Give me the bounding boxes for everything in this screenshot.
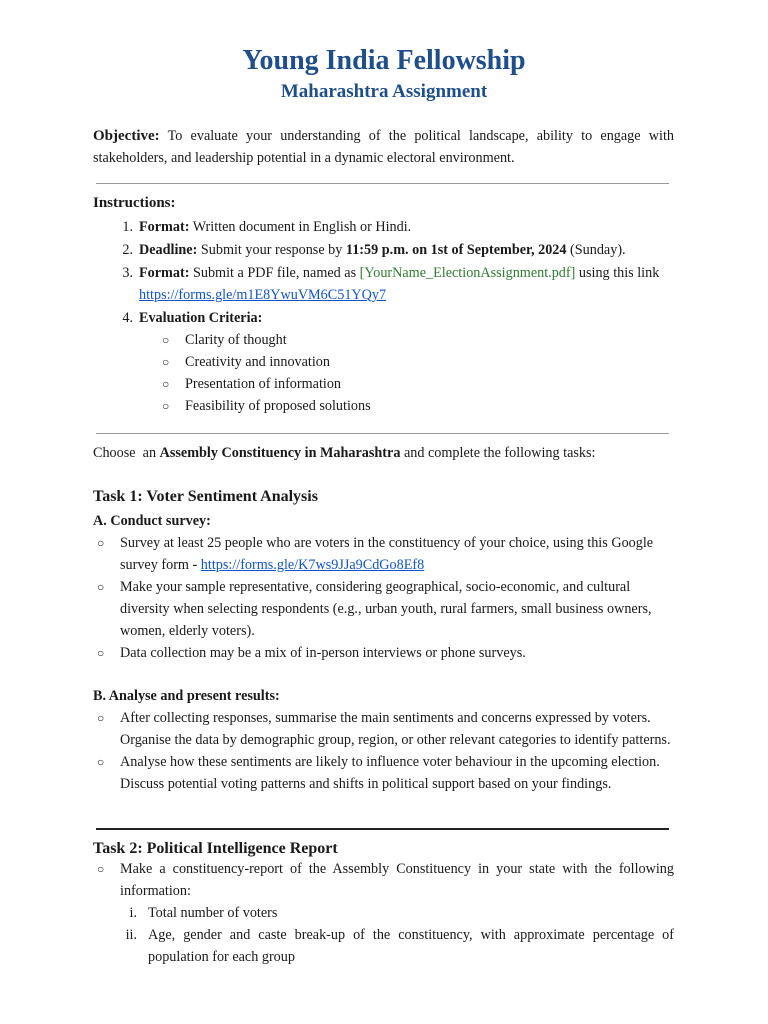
objective-text: To evaluate your understanding of the political landscape, ability to engage with stakeholders, and leadership potential in a dynamic electoral environment.	[93, 128, 674, 166]
circle-bullet-icon: ○	[162, 399, 170, 413]
list-item: i. Total number of voters	[129, 905, 278, 921]
circle-bullet-icon: ○	[97, 580, 105, 594]
circle-bullet-icon: ○	[97, 536, 105, 550]
filename-text: [YourName_ElectionAssignment.pdf]	[359, 265, 576, 281]
task1-section-b: B. Analyse and present results:	[93, 688, 280, 704]
circle-bullet-icon: ○	[97, 646, 105, 660]
list-item: ○ Survey at least 25 people who are voters in the constituency of your choice, using this Google survey form - https://forms.gle/K7ws9JJa9CdGo8Ef8	[93, 532, 674, 576]
list-item: ○ Make a constituency-report of the Assembly Constituency in your state with the following information:	[93, 858, 674, 902]
survey-form-link[interactable]: https://forms.gle/K7ws9JJa9CdGo8Ef8	[200, 557, 425, 573]
circle-bullet-icon: ○	[97, 711, 105, 725]
task2-heading: Task 2: Political Intelligence Report	[93, 840, 338, 857]
divider	[96, 828, 669, 830]
circle-bullet-icon: ○	[162, 333, 170, 347]
instructions-list	[93, 216, 674, 417]
list-item: ○ Analyse how these sentiments are likely to influence voter behaviour in the upcoming election. Discuss potential voting patterns and shifts in political support based on your findings.	[93, 751, 674, 795]
task1-a-list	[93, 532, 674, 664]
circle-bullet-icon: ○	[97, 862, 105, 876]
list-item: ii. Age, gender and caste break-up of the constituency, with approximate percentage of population for each group	[125, 927, 674, 965]
criteria-item: ○ Creativity and innovation	[93, 351, 674, 373]
submission-form-link[interactable]: https://forms.gle/m1E8YwuVM6C51YQy7	[139, 287, 387, 303]
circle-bullet-icon: ○	[162, 355, 170, 369]
list-item: ○ Data collection may be a mix of in-person interviews or phone surveys.	[93, 642, 674, 664]
list-item: 3. Format: Submit a PDF file, named as [YourName_ElectionAssignment.pdf] using this link https://forms.gle/m1E8YwuVM6C51YQy7	[122, 265, 660, 303]
document-subtitle: Maharashtra Assignment	[280, 81, 488, 102]
criteria-item: ○ Feasibility of proposed solutions	[93, 395, 674, 417]
document-title: Young India Fellowship	[242, 45, 526, 76]
criteria-item: ○ Presentation of information	[93, 373, 674, 395]
circle-bullet-icon: ○	[162, 377, 170, 391]
criteria-item: ○ Clarity of thought	[93, 329, 674, 351]
list-item: ○ After collecting responses, summarise the main sentiments and concerns expressed by voters. Organise the data by demographic group, region, or other relevant categories to identify patterns.	[93, 707, 674, 751]
choose-paragraph: Choose an Assembly Constituency in Maharashtra and complete the following tasks:	[93, 445, 596, 461]
objective-label: Objective:	[93, 128, 160, 144]
task2-list	[93, 858, 674, 968]
list-item: 2. Deadline: Submit your response by 11:59 p.m. on 1st of September, 2024 (Sunday).	[122, 242, 626, 258]
task1-section-a: A. Conduct survey:	[93, 513, 211, 529]
task1-heading: Task 1: Voter Sentiment Analysis	[93, 488, 318, 505]
list-item: 1. Format: Written document in English or Hindi.	[122, 219, 412, 235]
list-item: 4. Evaluation Criteria:	[122, 310, 263, 326]
instructions-heading: Instructions:	[93, 195, 176, 211]
task1-b-list	[93, 707, 674, 795]
objective-paragraph	[93, 125, 674, 169]
divider	[96, 433, 669, 434]
circle-bullet-icon: ○	[97, 755, 105, 769]
divider	[96, 183, 669, 184]
list-item: ○ Make your sample representative, considering geographical, socio-economic, and cultural diversity when selecting respondents (e.g., urban youth, rural farmers, small business owners, women, elderly voters).	[93, 576, 674, 642]
